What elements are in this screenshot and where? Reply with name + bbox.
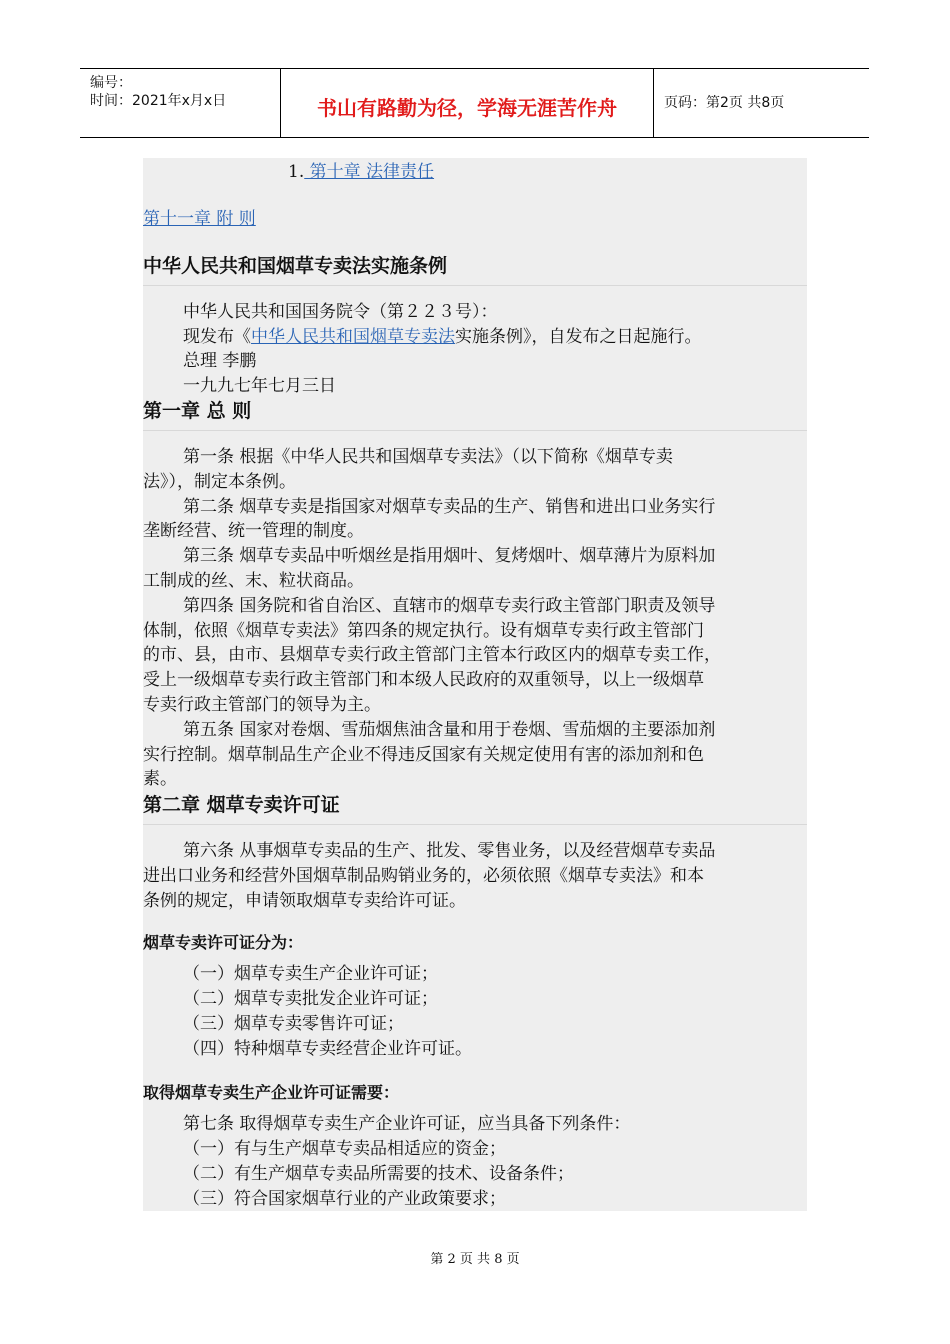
page-footer: 第 2 页 共 8 页 — [430, 1252, 520, 1267]
motto: 书山有路勤为径，学海无涯苦作舟 — [317, 96, 617, 120]
paragraph-line: 受上一级烟草专卖行政主管部门和本级人民政府的双重领导，以上一级烟草 — [143, 670, 704, 690]
decree-text: 实施条例》，自发布之日起施行。 — [455, 327, 702, 347]
requirement-line: （三）符合国家烟草行业的产业政策要求； — [183, 1189, 506, 1209]
license-type-item: （一）烟草专卖生产企业许可证； — [183, 964, 438, 984]
paragraph-line: 进出口业务和经营外国烟草制品购销业务的，必须依照《烟草专卖法》和本 — [143, 866, 704, 886]
paragraph-line: 实行控制。烟草制品生产企业不得违反国家有关规定使用有害的添加剂和色 — [143, 745, 704, 765]
paragraph-line: 第二条 烟草专卖是指国家对烟草专卖品的生产、销售和进出口业务实行 — [183, 497, 716, 517]
license-type-item: （二）烟草专卖批发企业许可证； — [183, 989, 438, 1009]
document-body — [143, 158, 807, 1211]
page-label: 页码：第2页 共8页 — [664, 95, 785, 111]
license-type-item: （三）烟草专卖零售许可证； — [183, 1014, 404, 1034]
paragraph-line: 垄断经营、统一管理的制度。 — [143, 521, 364, 541]
requirement-line: 第七条 取得烟草专卖生产企业许可证，应当具备下列条件： — [183, 1114, 631, 1134]
requirement-line: （二）有生产烟草专卖品所需要的技术、设备条件； — [183, 1164, 574, 1184]
requirement-line: （一）有与生产烟草专卖品相适应的资金； — [183, 1139, 506, 1159]
document-title: 中华人民共和国烟草专卖法实施条例 — [143, 255, 448, 277]
paragraph-line: 专卖行政主管部门的领导为主。 — [143, 695, 381, 715]
decree-line-4: 一九九七年七月三日 — [183, 376, 336, 396]
time-label: 时间：2021年x月x日 — [90, 93, 227, 109]
paragraph-line: 第四条 国务院和省自治区、直辖市的烟草专卖行政主管部门职责及领导 — [183, 596, 716, 616]
paragraph-line: 体制，依照《烟草专卖法》第四条的规定执行。设有烟草专卖行政主管部门 — [143, 621, 704, 641]
paragraph-line: 的市、县，由市、县烟草专卖行政主管部门主管本行政区内的烟草专卖工作， — [143, 645, 721, 665]
decree-line-2 — [183, 326, 702, 348]
law-link[interactable]: 中华人民共和国烟草专卖法 — [251, 327, 455, 347]
chapter-2-heading: 第二章 烟草专卖许可证 — [143, 794, 340, 816]
decree-line-3: 总理 李鹏 — [183, 351, 257, 371]
divider — [143, 430, 807, 431]
paragraph-line: 条例的规定，申请领取烟草专卖给许可证。 — [143, 891, 466, 911]
paragraph-line: 法》），制定本条例。 — [143, 472, 296, 492]
license-types-heading: 烟草专卖许可证分为： — [143, 933, 304, 952]
paragraph-line: 第一条 根据《中华人民共和国烟草专卖法》（以下简称《烟草专卖 — [183, 447, 673, 467]
divider — [143, 824, 807, 825]
page-header — [80, 68, 869, 138]
header-meta-cell — [80, 69, 281, 137]
decree-line-1: 中华人民共和国国务院令（第２２３号）： — [183, 302, 498, 322]
header-page-cell — [654, 69, 869, 137]
chapter-1-heading: 第一章 总 则 — [143, 400, 252, 422]
toc-item-number: 1. — [288, 162, 305, 182]
number-label: 编号： — [90, 75, 132, 91]
paragraph-line: 工制成的丝、末、粒状商品。 — [143, 571, 364, 591]
decree-text: 现发布《 — [183, 327, 251, 347]
paragraph-line: 素。 — [143, 769, 177, 789]
divider — [143, 285, 807, 286]
paragraph-line: 第三条 烟草专卖品中听烟丝是指用烟叶、复烤烟叶、烟草薄片为原料加 — [183, 546, 716, 566]
paragraph-line: 第六条 从事烟草专卖品的生产、批发、零售业务，以及经营烟草专卖品 — [183, 841, 716, 861]
toc-link-chapter-10[interactable]: 第十章 法律责任 — [304, 162, 435, 182]
paragraph-line: 第五条 国家对卷烟、雪茄烟焦油含量和用于卷烟、雪茄烟的主要添加剂 — [183, 720, 716, 740]
toc-item-10[interactable] — [288, 161, 434, 183]
toc-link-chapter-11[interactable]: 第十一章 附 则 — [143, 209, 256, 229]
header-motto-cell — [281, 69, 654, 137]
requirements-heading: 取得烟草专卖生产企业许可证需要： — [143, 1083, 400, 1102]
license-type-item: （四）特种烟草专卖经营企业许可证。 — [183, 1039, 472, 1059]
